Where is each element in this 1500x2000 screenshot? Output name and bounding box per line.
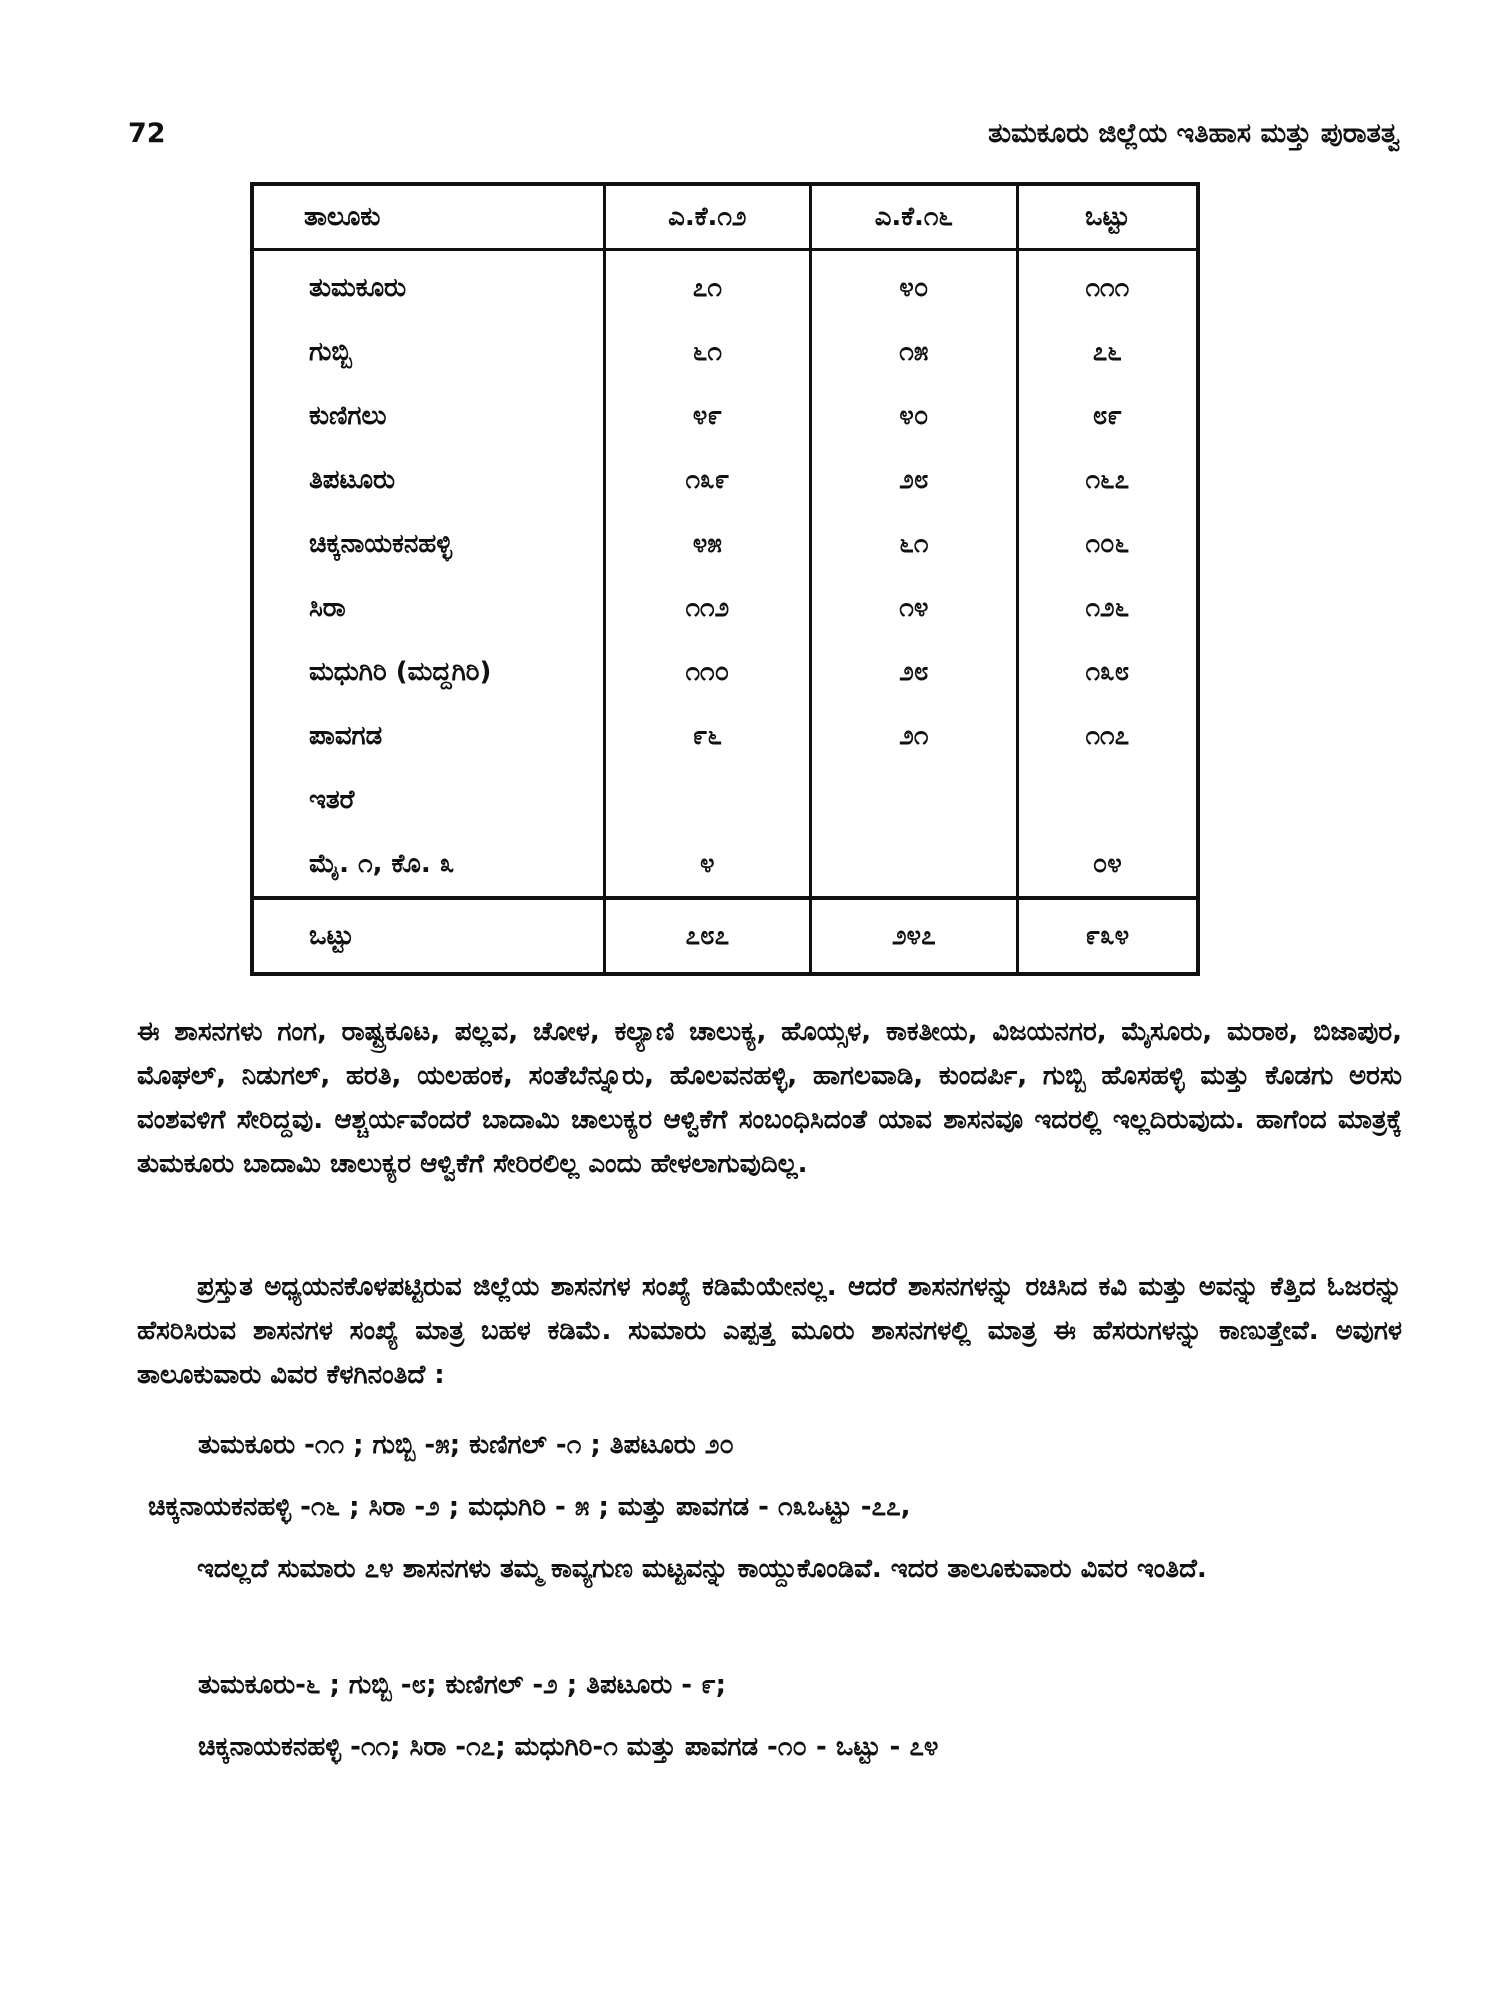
- cell-value: ೭೧: [604, 250, 811, 321]
- cell-value: ೨೮: [811, 448, 1018, 512]
- cell-taluk: ಮಧುಗಿರಿ (ಮದ್ದಗಿರಿ): [252, 640, 604, 704]
- cell-taluk: ತಿಪಟೂರು: [252, 448, 604, 512]
- cell-taluk: ಚಿಕ್ಕನಾಯಕನಹಳ್ಳಿ: [252, 512, 604, 576]
- taluk-count-line: ತುಮಕೂರು -೧೧ ; ಗುಬ್ಬಿ -೫; ಕುಣಿಗಲ್ -೧ ; ತಿಪಟೂರು ೨೦: [198, 1430, 734, 1460]
- header-ak16: ಎ.ಕೆ.೧೬: [811, 184, 1018, 250]
- paragraph-dynasties: ಈ ಶಾಸನಗಳು ಗಂಗ, ರಾಷ್ಟ್ರಕೂಟ, ಪಲ್ಲವ, ಚೋಳ, ಕಲ್ಯಾಣಿ ಚಾಲುಕ್ಯ, ಹೊಯ್ಸಳ, ಕಾಕತೀಯ, ವಿಜಯನಗರ, ಮೈಸೂರು, ಮರಾಠ, ಬಿಜಾಪುರ, ಮೊಘಲ್, ನಿಡುಗಲ್, ಹರತಿ, ಯಲಹಂಕ, ಸಂತೆಬೆನ್ನೂರು, ಹೊಲವನಹಳ್ಳಿ, ಹಾಗಲವಾಡಿ, ಕುಂದರ್ಪಿ, ಗುಬ್ಬಿ ಹೊಸಹಳ್ಳಿ ಮತ್ತು ಕೊಡಗು ಅರಸು ವಂಶವಳಿಗೆ ಸೇರಿದ್ದವು. ಆಶ್ಚರ್ಯವೆಂದರೆ ಬಾದಾಮಿ ಚಾಲುಕ್ಯರ ಆಳ್ವಿಕೆಗೆ ಸಂಬಂಧಿಸಿದಂತೆ ಯಾವ ಶಾಸನವೂ ಇದರಲ್ಲಿ ಇಲ್ಲದಿರುವುದು. ಹಾಗೆಂದ ಮಾತ್ರಕ್ಕೆ ತುಮಕೂರು ಬಾದಾಮಿ ಚಾಲುಕ್ಯರ ಆಳ್ವಿಕೆಗೆ ಸೇರಿರಲಿಲ್ಲ ಎಂದು ಹೇಳಲಾಗುವುದಿಲ್ಲ.: [137, 1017, 1402, 1179]
- table-row: [252, 320, 1198, 384]
- cell-value: ೬೧: [811, 512, 1018, 576]
- table-row: [252, 512, 1198, 576]
- cell-value: ೧೦೬: [1017, 512, 1198, 576]
- cell-value: ೪೦: [811, 250, 1018, 321]
- running-title: ತುಮಕೂರು ಜಿಲ್ಲೆಯ ಇತಿಹಾಸ ಮತ್ತು ಪುರಾತತ್ವ: [988, 118, 1400, 149]
- cell-value: [811, 832, 1018, 898]
- table-total-row: [252, 898, 1198, 974]
- table-header-row: [252, 184, 1198, 250]
- cell-value: ೦೪: [1017, 832, 1198, 898]
- cell-value: ೪೫: [604, 512, 811, 576]
- total-value: ೯೩೪: [1017, 898, 1198, 974]
- total-label: ಒಟ್ಟು: [252, 898, 604, 974]
- cell-taluk: ಮೈ. ೧, ಕೊ. ೩: [252, 832, 604, 898]
- table-row: [252, 448, 1198, 512]
- cell-value: ೮೯: [1017, 384, 1198, 448]
- cell-value: [604, 768, 811, 832]
- header-total: ಒಟ್ಟು: [1017, 184, 1198, 250]
- taluk-count-line: ಚಿಕ್ಕನಾಯಕನಹಳ್ಳಿ -೧೬ ; ಸಿರಾ -೨ ; ಮಧುಗಿರಿ - ೫ ; ಮತ್ತು ಪಾವಗಡ - ೧೩ಒಟ್ಟು -೭೭,: [148, 1492, 911, 1522]
- cell-value: ೧೩೯: [604, 448, 811, 512]
- paragraph-poetic-quality: ಇದಲ್ಲದೆ ಸುಮಾರು ೭೪ ಶಾಸನಗಳು ತಮ್ಮ ಕಾವ್ಯಗುಣ ಮಟ್ಟವನ್ನು ಕಾಯ್ದುಕೊಂಡಿವೆ. ಇದರ ತಾಲೂಕುವಾರು ವಿವರ ಇಂತಿದೆ.: [197, 1554, 1207, 1584]
- cell-value: ೧೫: [811, 320, 1018, 384]
- cell-value: ೧೧೧: [1017, 250, 1198, 321]
- table-row: [252, 250, 1198, 321]
- table-row: [252, 768, 1198, 832]
- table-row: [252, 704, 1198, 768]
- cell-value: ೧೪: [811, 576, 1018, 640]
- cell-taluk: ಕುಣಿಗಲು: [252, 384, 604, 448]
- cell-taluk: ಗುಬ್ಬಿ: [252, 320, 604, 384]
- cell-value: [1017, 768, 1198, 832]
- cell-value: ೧೧೨: [604, 576, 811, 640]
- table-row: [252, 576, 1198, 640]
- cell-value: ೬೧: [604, 320, 811, 384]
- cell-value: ೧೧೭: [1017, 704, 1198, 768]
- cell-value: ೨೮: [811, 640, 1018, 704]
- cell-value: ೧೩೮: [1017, 640, 1198, 704]
- cell-taluk: ಪಾವಗಡ: [252, 704, 604, 768]
- cell-value: ೧೨೬: [1017, 576, 1198, 640]
- cell-value: ೧೬೭: [1017, 448, 1198, 512]
- table-row: [252, 384, 1198, 448]
- table-row: [252, 640, 1198, 704]
- total-value: ೭೮೭: [604, 898, 811, 974]
- header-ak12: ಎ.ಕೆ.೧೨: [604, 184, 811, 250]
- cell-value: ೧೧೦: [604, 640, 811, 704]
- cell-taluk: ತುಮಕೂರು: [252, 250, 604, 321]
- page-number: 72: [128, 118, 166, 149]
- table-row: [252, 832, 1198, 898]
- header-taluk: ತಾಲೂಕು: [252, 184, 604, 250]
- cell-value: ೪೦: [811, 384, 1018, 448]
- cell-value: ೯೬: [604, 704, 811, 768]
- cell-value: ೪: [604, 832, 811, 898]
- taluk-inscription-table: [250, 182, 1200, 976]
- cell-taluk: ಸಿರಾ: [252, 576, 604, 640]
- cell-value: [811, 768, 1018, 832]
- cell-value: ೨೧: [811, 704, 1018, 768]
- cell-taluk: ಇತರೆ: [252, 768, 604, 832]
- cell-value: ೭೬: [1017, 320, 1198, 384]
- paragraph-poets-engravers: ಪ್ರಸ್ತುತ ಅಧ್ಯಯನಕೊಳಪಟ್ಟಿರುವ ಜಿಲ್ಲೆಯ ಶಾಸನಗಳ ಸಂಖ್ಯೆ ಕಡಿಮೆಯೇನಲ್ಲ. ಆದರೆ ಶಾಸನಗಳನ್ನು ರಚಿಸಿದ ಕವಿ ಮತ್ತು ಅವನ್ನು ಕೆತ್ತಿದ ಓಜರನ್ನು ಹೆಸರಿಸಿರುವ ಶಾಸನಗಳ ಸಂಖ್ಯೆ ಮಾತ್ರ ಬಹಳ ಕಡಿಮೆ. ಸುಮಾರು ಎಪ್ಪತ್ತ ಮೂರು ಶಾಸನಗಳಲ್ಲಿ ಮಾತ್ರ ಈ ಹೆಸರುಗಳನ್ನು ಕಾಣುತ್ತೇವೆ. ಅವುಗಳ ತಾಲೂಕುವಾರು ವಿವರ ಕೆಳಗಿನಂತಿದೆ :: [137, 1272, 1402, 1390]
- cell-value: ೪೯: [604, 384, 811, 448]
- total-value: ೨೪೭: [811, 898, 1018, 974]
- taluk-count-line: ತುಮಕೂರು-೬ ; ಗುಬ್ಬಿ -೮; ಕುಣಿಗಲ್ -೨ ; ತಿಪಟೂರು - ೯;: [198, 1670, 727, 1700]
- taluk-count-line: ಚಿಕ್ಕನಾಯಕನಹಳ್ಳಿ -೧೧; ಸಿರಾ -೧೭; ಮಧುಗಿರಿ-೧ ಮತ್ತು ಪಾವಗಡ -೧೦ - ಒಟ್ಟು - ೭೪: [198, 1732, 939, 1762]
